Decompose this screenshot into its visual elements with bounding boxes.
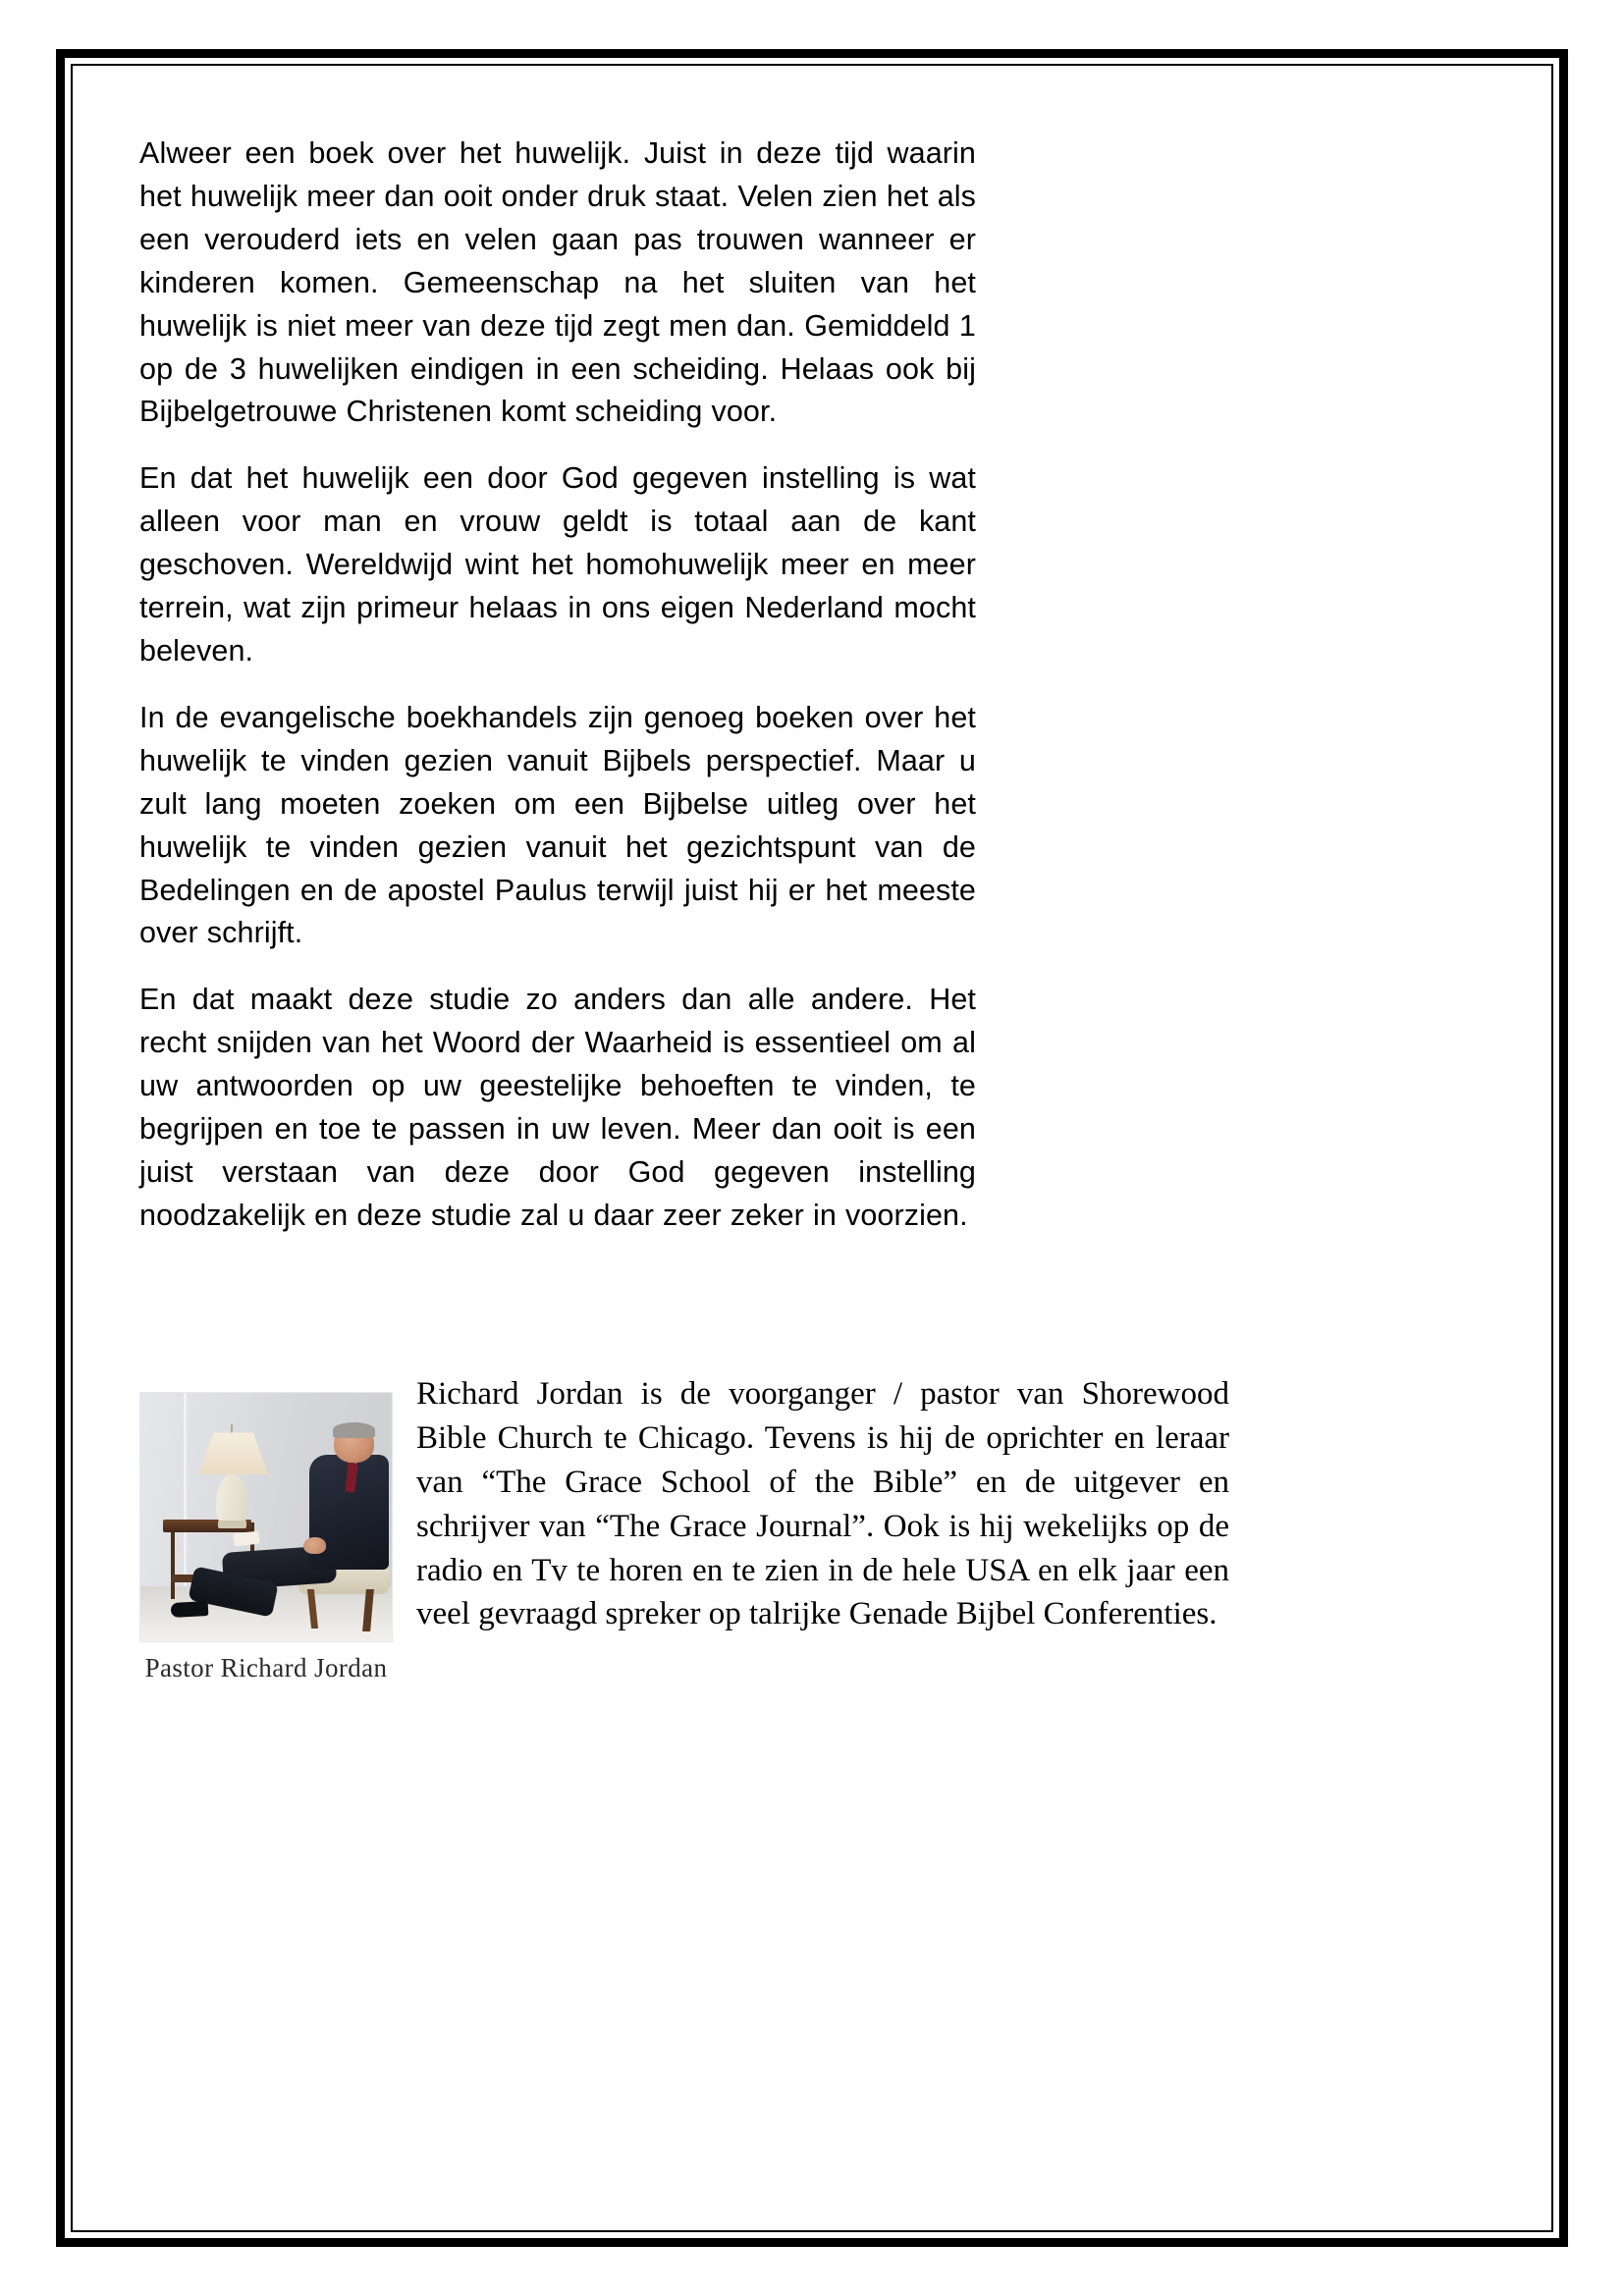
photo-person-shoe — [170, 1601, 208, 1618]
body-text-column — [139, 133, 976, 1238]
author-photo-caption: Pastor Richard Jordan — [144, 1653, 388, 1682]
paragraph-2: En dat het huwelijk een door God gegeven instelling is wat alleen voor man en vrouw geldt is totaal aan de kant geschoven. Wereldwijd wint het homohuwelijk meer en meer terrein, wat zijn primeur helaas in ons eigen Nederland mocht beleven. — [139, 461, 976, 667]
paragraph-1: Alweer een boek over het huwelijk. Juist in deze tijd waarin het huwelijk meer dan ooit onder druk staat. Velen zien het als een verouderd iets en velen gaan pas trouwen wanneer er kinderen komen. Gemeenschap na het sluiten van het huwelijk is niet meer van deze tijd zegt men dan. Gemiddeld 1 op de 3 huwelijken eindigen in een scheiding. Helaas ook bij Bijbelgetrouwe Christenen komt scheiding voor. — [139, 136, 976, 429]
photo-person-hair — [333, 1422, 376, 1437]
author-bio-block — [139, 1364, 1229, 1689]
author-bio-text: Richard Jordan is de voorganger / pastor van Shorewood Bible Church te Chicago. Tevens is hij de oprichter en leraar van “The Grace School of the Bible” en de uitgever en schrijver van “The Grace Journal”. Ook is hij wekelijks op de radio en Tv te horen en te zien in de hele USA en elk jaar een veel gevraagd spreker op talrijke Genade Bijbel Conferenties. — [416, 1376, 1229, 1632]
photo-person-hand — [303, 1537, 326, 1555]
photo-lamp-body — [216, 1474, 248, 1526]
paragraph-3: In de evangelische boekhandels zijn genoeg boeken over het huwelijk te vinden gezien vanuit Bijbels perspectief. Maar u zult lang moeten zoeken om een Bijbelse uitleg over het huwelijk te vinden gezien vanuit het gezichtspunt van de Bedelingen en de apostel Paulus terwijl juist hij er het meeste over schrijft. — [139, 700, 976, 950]
author-photo-figure — [139, 1392, 393, 1683]
photo-paper-on-table — [233, 1530, 259, 1545]
author-photo — [139, 1392, 393, 1642]
photo-lamp-base — [218, 1521, 245, 1528]
paragraph-4: En dat maakt deze studie zo anders dan alle andere. Het recht snijden van het Woord der Waarheid is essentieel om al uw antwoorden op uw geestelijke behoeften te vinden, te begrijpen en toe te passen in uw leven. Meer dan ooit is een juist verstaan van deze door God gegeven instelling noodzakelijk en deze studie zal u daar zeer zeker in voorzien. — [139, 983, 976, 1232]
